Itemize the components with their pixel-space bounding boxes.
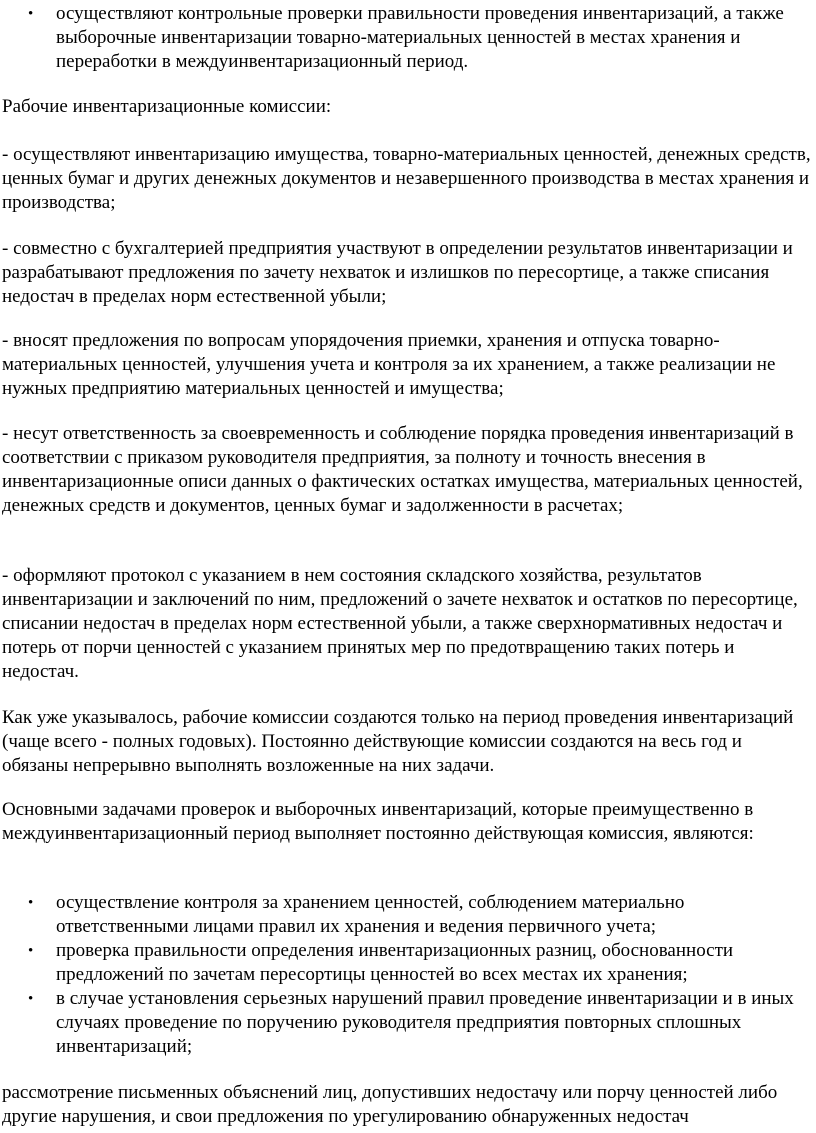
paragraph-duty-3: - вносят предложения по вопросам упорядочения приемки, хранения и отпуска товарно-материальных ценностей, улучшения учета и контроля за их хранением, а также реализации не нужных предприятию материальных ценностей и имущества; [2, 330, 776, 399]
list-item: • осуществление контроля за хранением ценностей, соблюдением материально ответственными лицами правил их хранения и ведения первичного учета; [0, 891, 812, 939]
paragraph-duty-4: - несут ответственность за своевременность и соблюдение порядка проведения инвентаризаций в соответствии с приказом руководителя предприятия, за полноту и точность внесения в инвентаризационные описи данных о фактических остатках имущества, материальных ценностей, денежных средств и документов, ценных бумаг и задолженности в расчетах; [2, 423, 803, 516]
working-commissions-heading: Рабочие инвентаризационные комиссии: [2, 96, 332, 117]
list-item: • проверка правильности определения инвентаризационных разниц, обоснованности предложений по зачетам пересортицы ценностей во всех местах их хранения; [0, 939, 812, 987]
paragraph-duty-2: - совместно с бухгалтерией предприятия участвуют в определении результатов инвентаризации и разрабатывают предложения по зачету нехваток и излишков по пересортице, а также списания недостач в пределах норм естественной убыли; [2, 238, 793, 307]
paragraph-duty-1: - осуществляют инвентаризацию имущества, товарно-материальных ценностей, денежных средств, ценных бумаг и других денежных документов и незавершенного производства в местах хранения и производства; [2, 144, 811, 213]
task-bullet-list [0, 891, 812, 1059]
paragraph-duty-5: - оформляют протокол с указанием в нем состояния складского хозяйства, результатов инвентаризации и заключений по ним, предложений о зачете нехваток и остатков по пересортице, списании недостач в пределах норм естественной убыли, а также сверхнормативных недостач и потерь от порчи ценностей с указанием принятых мер по предотвращению таких потерь и недостач. [2, 565, 798, 682]
list-item: • в случае установления серьезных нарушений правил проведение инвентаризации и в иных случаях проведение по поручению руководителя предприятия повторных сплошных инвентаризаций; [0, 987, 812, 1059]
list-item: • осуществляют контрольные проверки правильности проведения инвентаризаций, а также выборочные инвентаризации товарно-материальных ценностей в местах хранения и переработки в междуинвентаризационный период. [0, 2, 812, 74]
paragraph-as-noted: Как уже указывалось, рабочие комиссии создаются только на период проведения инвентаризаций (чаще всего - полных годовых). Постоянно действующие комиссии создаются на весь год и обязаны непрерывно выполнять возложенные на них задачи. [2, 707, 794, 776]
paragraph-main-tasks: Основными задачами проверок и выборочных инвентаризаций, которые преимущественно в междуинвентаризационный период выполняет постоянно действующая комиссия, являются: [2, 799, 754, 844]
top-bullet-list [0, 2, 812, 74]
paragraph-final: рассмотрение письменных объяснений лиц, допустивших недостачу или порчу ценностей либо другие нарушения, и свои предложения по урегулированию обнаруженных недостач [2, 1082, 778, 1127]
